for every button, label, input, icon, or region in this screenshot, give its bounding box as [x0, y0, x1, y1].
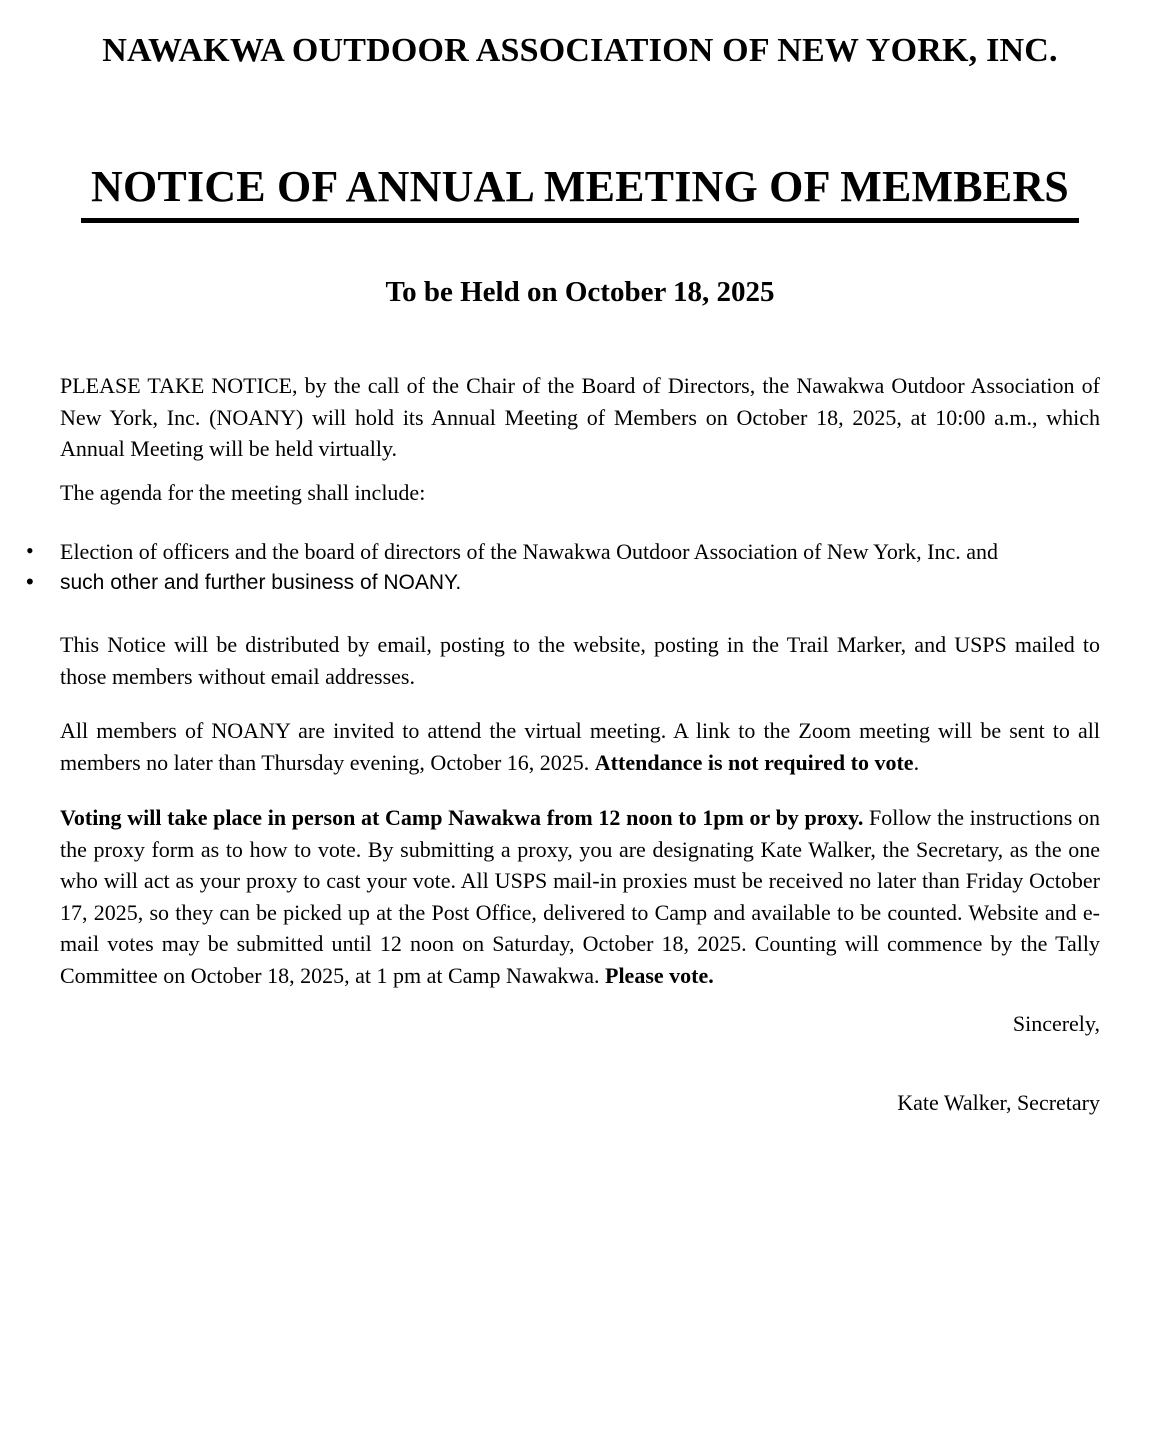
- agenda-item-text: Election of officers and the board of directors of the Nawakwa Outdoor Association of New York, Inc. and: [60, 539, 999, 565]
- voting-bold-lead-run: Voting will take place in person at Camp Nawakwa from 12 noon to 1pm or by proxy.: [60, 805, 864, 831]
- please-vote-bold-run: Please vote.: [605, 962, 714, 988]
- bullet-icon: •: [26, 538, 34, 564]
- meeting-date-subtitle: To be Held on October 18, 2025: [385, 276, 775, 309]
- valediction: Sincerely,: [1012, 1011, 1100, 1037]
- agenda-item-text: such other and further business of NOANY.: [60, 571, 462, 595]
- voting-text-run: Follow the instructions on the proxy form as to how to vote. By submitting a proxy, you are designating Kate Walker, the Secretary, as the one who will act as your proxy to cast your vote. All USPS mail-in proxies must be received no later than Friday October 17, 2025, so they can be picked up at the Post Office, delivered to Camp and available to be counted. Website and e-mail votes may be submitted until 12 noon on Saturday, October 18, 2025. Counting will commence by the Tally Committee on October 18, 2025, at 1 pm at Camp Nawakwa.: [60, 805, 1101, 988]
- attendance-text-run: All members of NOANY are invited to attend the virtual meeting. A link to the Zoom meeting will be sent to all members no later than Thursday evening, October 16, 2025.: [60, 718, 1100, 775]
- agenda-item-other-business: [26, 567, 1100, 598]
- distribution-paragraph: This Notice will be distributed by email, posting to the website, posting in the Trail Marker, and USPS mailed to those members without email addresses.: [60, 632, 1100, 689]
- voting-paragraph: [60, 802, 1100, 991]
- agenda-item-elections: [26, 536, 1100, 567]
- bullet-icon: •: [26, 569, 34, 595]
- notice-title-heading: NOTICE OF ANNUAL MEETING OF MEMBERS: [81, 160, 1079, 223]
- attendance-period-run: .: [913, 749, 920, 775]
- notice-paragraph: PLEASE TAKE NOTICE, by the call of the Chair of the Board of Directors, the Nawakwa Outdoor Association of New York, Inc. (NOANY) will hold its Annual Meeting of Members on October 18, 2025, at 10:00 a.m., which Annual Meeting will be held virtually.: [60, 373, 1100, 462]
- attendance-bold-run: Attendance is not required to vote: [594, 749, 914, 775]
- notice-title-container: [60, 123, 1100, 259]
- agenda-intro-paragraph: The agenda for the meeting shall include:: [60, 479, 426, 505]
- agenda-list: [26, 536, 1100, 598]
- attendance-paragraph: [60, 715, 1100, 778]
- signature-line: Kate Walker, Secretary: [897, 1090, 1100, 1116]
- org-name-heading: NAWAKWA OUTDOOR ASSOCIATION OF NEW YORK, INC.: [102, 32, 1058, 69]
